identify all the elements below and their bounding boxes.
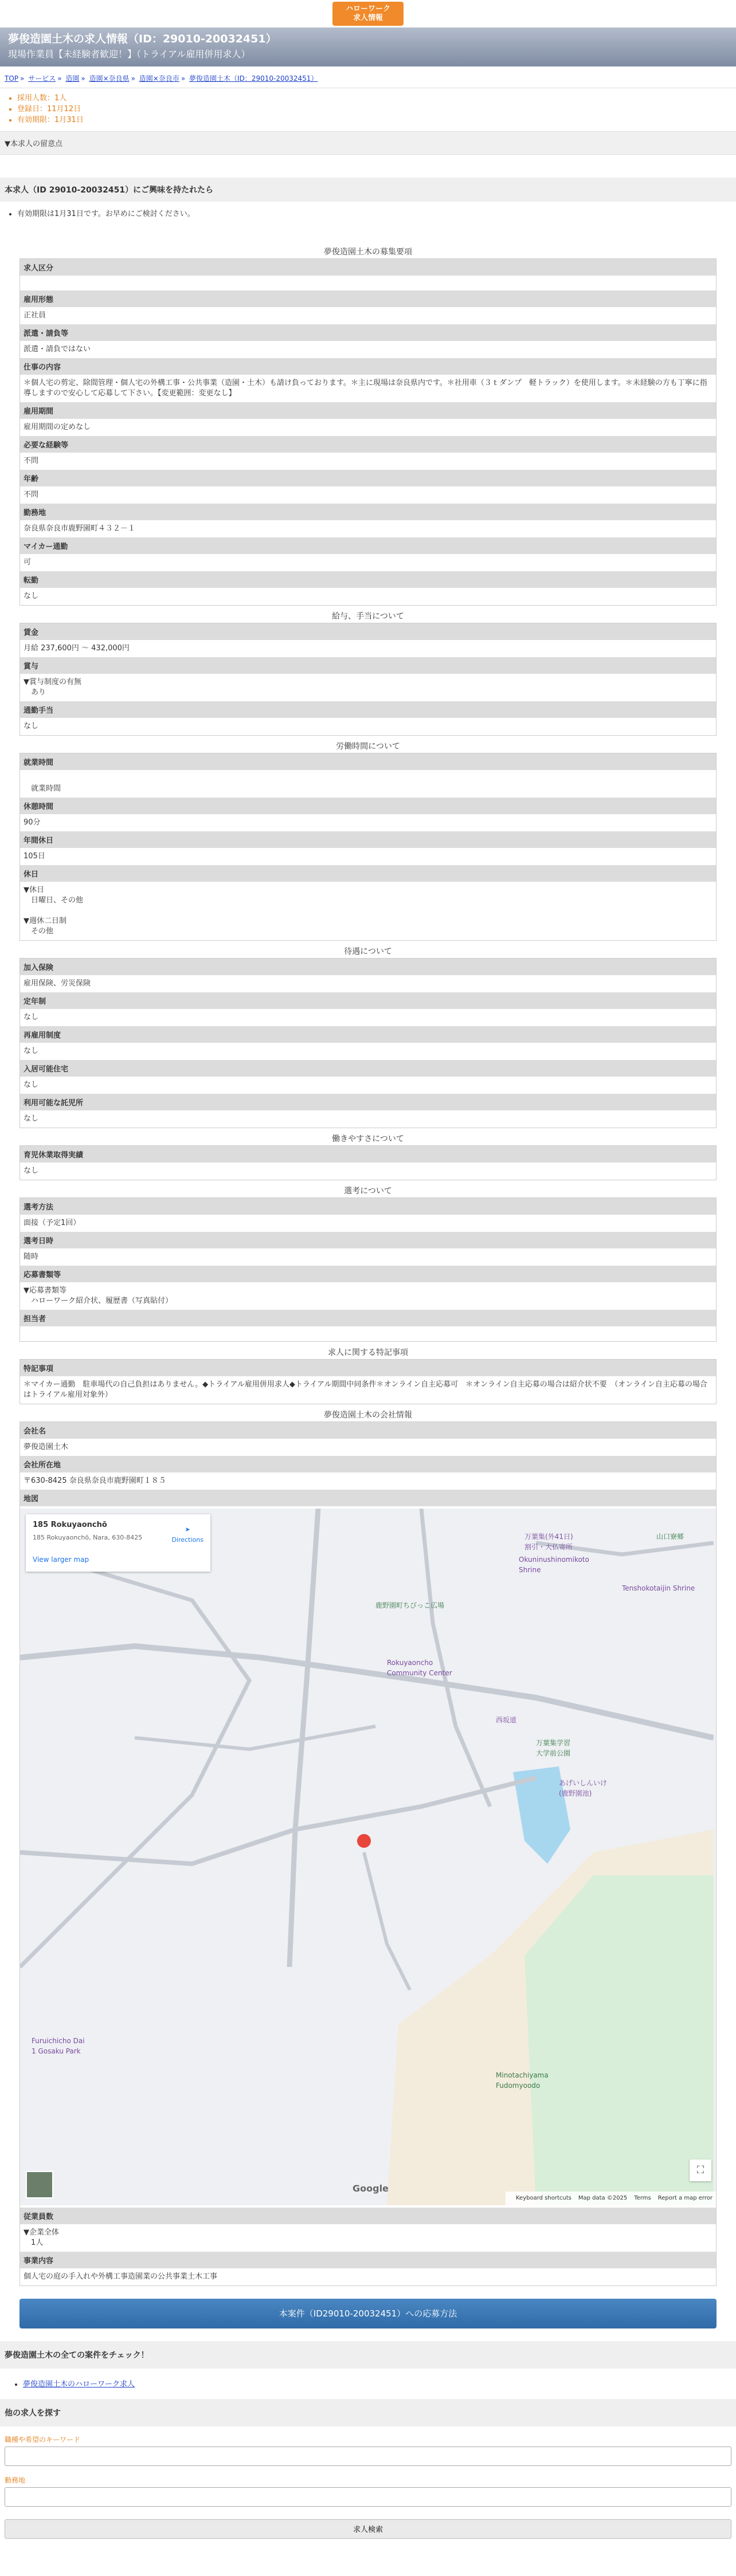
field-value: 90分 xyxy=(24,818,41,827)
field-value: ▼休日 日曜日、その他 ▼週休二日制 その他 xyxy=(24,886,84,936)
table-row xyxy=(20,554,717,571)
map-footer xyxy=(506,2192,716,2205)
table-row xyxy=(20,375,717,402)
info-table xyxy=(19,1421,717,2286)
table-row xyxy=(20,1506,717,2208)
field-value: 雇用期間の定めなし xyxy=(24,423,91,431)
field-value: 面接（予定1回） xyxy=(24,1219,81,1227)
table-row xyxy=(20,848,717,865)
interest-heading: 本求人（ID 29010-20032451）にご興味を持たれたら xyxy=(0,178,736,202)
directions-icon: ➤ xyxy=(185,1525,190,1533)
apply-button[interactable]: 本案件（ID29010-20032451）への応募方法 xyxy=(19,2299,717,2328)
section-title: 夢俊造園土木の会社情報 xyxy=(324,1410,412,1420)
field-label: 就業時間 xyxy=(20,753,717,771)
valid-note-list xyxy=(0,202,736,224)
info-table xyxy=(19,958,717,1128)
field-value: なし xyxy=(24,722,39,731)
table-row xyxy=(20,1146,717,1163)
section-title: 求人に関する特記事項 xyxy=(328,1348,408,1357)
logo-line1: ハローワーク xyxy=(345,5,390,14)
table-row xyxy=(20,1439,717,1456)
table-row xyxy=(20,358,717,375)
table-row xyxy=(20,1215,717,1232)
field-label: 通勤手当 xyxy=(20,701,717,718)
field-label: 必要な経験等 xyxy=(20,436,717,453)
table-row xyxy=(20,657,717,674)
keyword-input[interactable] xyxy=(5,2447,731,2466)
map-feature xyxy=(364,1852,410,1990)
map-place-label[interactable]: あげいしんいけ (鹿野園池) xyxy=(559,1778,608,1797)
table-row xyxy=(20,1094,717,1110)
search-form xyxy=(0,2426,736,2550)
job-details xyxy=(0,224,736,2286)
table-row xyxy=(20,453,717,470)
map-feature xyxy=(524,1875,714,2205)
table-row xyxy=(20,1232,717,1248)
field-label: 年間休日 xyxy=(20,831,717,848)
map-footer-link[interactable]: Terms xyxy=(634,2194,651,2201)
table-row xyxy=(20,504,717,520)
list-item xyxy=(23,2378,731,2389)
summary-registered: • 登録日：11月12日 xyxy=(17,104,731,115)
table-row xyxy=(20,831,717,848)
map-place-label[interactable]: 万葉集(外41日) 割引・大仏寄所 xyxy=(524,1532,573,1551)
hellowork-logo[interactable] xyxy=(332,2,404,26)
table-row xyxy=(20,588,717,606)
breadcrumb-nara-city[interactable]: 造園×奈良市 xyxy=(139,74,179,83)
table-row xyxy=(20,470,717,486)
fullscreen-icon[interactable]: ⛶ xyxy=(690,2159,711,2181)
field-label: 仕事の内容 xyxy=(20,358,717,375)
company-map[interactable] xyxy=(20,1509,716,2205)
table-row xyxy=(20,276,717,290)
table-row xyxy=(20,307,717,324)
map-feature xyxy=(135,1726,375,1749)
table-row xyxy=(20,341,717,358)
notes-toggle[interactable]: ▼本求人の留意点 xyxy=(0,131,736,155)
field-label: 休日 xyxy=(20,865,717,882)
table-row xyxy=(20,1376,717,1404)
area-input[interactable] xyxy=(5,2487,731,2507)
field-label: 派遣・請負等 xyxy=(20,324,717,341)
larger-map-link[interactable]: View larger map xyxy=(33,1555,89,1564)
table-row xyxy=(20,640,717,657)
map-canvas xyxy=(20,1509,714,2205)
field-label: 勤務地 xyxy=(20,504,717,520)
breadcrumb-current[interactable]: 夢俊造園土木（ID：29010-20032451） xyxy=(189,74,318,83)
field-label: 賃金 xyxy=(20,623,717,641)
map-place-label[interactable]: Rokuyaoncho Community Center xyxy=(387,1658,452,1677)
table-row xyxy=(20,1009,717,1026)
field-value: なし xyxy=(24,1013,39,1022)
table-row xyxy=(20,975,717,992)
breadcrumb: TOP » サービス » 造園 » 造園×奈良県 » 造園×奈良市 » 夢俊造園土木（ID：29010-20032451） xyxy=(0,66,736,88)
table-row xyxy=(20,537,717,554)
field-value xyxy=(20,1326,717,1341)
table-row xyxy=(20,1198,717,1215)
top-bar xyxy=(0,0,736,28)
field-value: 105日 xyxy=(24,852,45,861)
map-footer-link[interactable]: Map data ©2025 xyxy=(578,2194,628,2201)
map-place-label[interactable]: Okuninushinomikoto Shrine xyxy=(519,1555,589,1574)
table-row xyxy=(20,1043,717,1060)
field-value: なし xyxy=(24,1167,39,1175)
info-table xyxy=(19,1145,717,1180)
field-label: 利用可能な託児所 xyxy=(20,1094,717,1110)
table-row xyxy=(20,674,717,701)
summary-hires: • 採用人数：1人 xyxy=(17,93,731,104)
section-title: 夢俊造園土木の募集要項 xyxy=(324,248,412,257)
table-row xyxy=(20,1282,717,1310)
page-subtitle: 現場作業員【未経験者歓迎！】（トライアル雇用併用求人） xyxy=(8,49,250,60)
summary-expiry: • 有効期限：1月31日 xyxy=(17,115,731,125)
table-row xyxy=(20,324,717,341)
table-row xyxy=(20,1490,717,1506)
breadcrumb-services[interactable]: サービス xyxy=(28,74,56,83)
info-table xyxy=(19,623,717,736)
field-label: 転勤 xyxy=(20,571,717,588)
table-row xyxy=(20,959,717,976)
field-value: なし xyxy=(24,1081,39,1089)
field-value: なし xyxy=(24,592,39,600)
table-row xyxy=(20,718,717,736)
logo-line2: 求人情報 xyxy=(353,14,383,22)
table-row xyxy=(20,2208,717,2224)
field-label: 会社名 xyxy=(20,1421,717,1439)
field-label: 会社所在地 xyxy=(20,1456,717,1472)
section-title: 働きやすさについて xyxy=(332,1134,404,1144)
field-value: 個人宅の庭の手入れや外構工事造園業の公共事業土木工事 xyxy=(24,2272,218,2281)
field-label: 特記事項 xyxy=(20,1359,717,1376)
table-row xyxy=(20,865,717,882)
table-row xyxy=(20,1359,717,1376)
map-footer-link[interactable]: Report a map error xyxy=(657,2194,712,2201)
breadcrumb-landscaping[interactable]: 造園 xyxy=(65,74,80,83)
apply-area xyxy=(0,2286,736,2341)
map-feature xyxy=(20,1646,714,1738)
table-row xyxy=(20,798,717,814)
map-footer-link[interactable]: Keyboard shortcuts xyxy=(516,2194,571,2201)
field-label: 定年制 xyxy=(20,992,717,1009)
field-label: 応募書類等 xyxy=(20,1266,717,1282)
table-row xyxy=(20,1026,717,1043)
field-value: 可 xyxy=(24,558,32,567)
table-row xyxy=(20,753,717,771)
field-value: 派遣・請負ではない xyxy=(24,345,91,354)
section-title: 労働時間について xyxy=(336,742,400,751)
field-label: 求人区分 xyxy=(20,259,717,276)
field-value: 不問 xyxy=(24,490,39,499)
company-jobs-heading: 夢俊造園土木の全ての案件をチェック！ xyxy=(0,2341,736,2369)
page-title: 夢俊造園土木の求人情報（ID：29010-20032451） xyxy=(8,33,277,45)
table-row xyxy=(20,1326,717,1341)
table-row xyxy=(20,1110,717,1128)
section-title: 給与、手当について xyxy=(332,612,404,621)
table-row xyxy=(20,1077,717,1094)
field-value: 不問 xyxy=(24,457,39,465)
table-row xyxy=(20,701,717,718)
directions-label: Directions xyxy=(171,1536,203,1544)
area-label: 勤務地 xyxy=(5,2476,26,2484)
field-label: 加入保険 xyxy=(20,959,717,976)
search-heading: 他の求人を探す xyxy=(0,2399,736,2426)
table-row xyxy=(20,1472,717,1490)
map-place-label[interactable]: 山口寮郷 xyxy=(656,1532,684,1541)
table-row xyxy=(20,1266,717,1282)
table-row xyxy=(20,436,717,453)
field-label: 雇用形態 xyxy=(20,290,717,307)
field-label: 賞与 xyxy=(20,657,717,674)
location-pin-icon xyxy=(357,1834,371,1848)
search-button[interactable]: 求人検索 xyxy=(5,2519,731,2539)
table-row xyxy=(20,770,717,798)
map-feature xyxy=(20,1778,536,1864)
table-row xyxy=(20,1163,717,1180)
map-place-label[interactable]: 西坂道 xyxy=(496,1715,517,1724)
table-row xyxy=(20,402,717,419)
table-row xyxy=(20,992,717,1009)
field-label: 入居可能住宅 xyxy=(20,1060,717,1077)
map-place-label[interactable]: Tenshokotaijin Shrine xyxy=(622,1584,695,1592)
table-row xyxy=(20,2224,717,2252)
company-jobs-link[interactable]: 夢俊造園土木のハローワーク求人 xyxy=(23,2379,135,2389)
field-value: 奈良県奈良市鹿野園町４３２－１ xyxy=(24,524,136,533)
table-row xyxy=(20,1060,717,1077)
table-row xyxy=(20,419,717,436)
field-label: 担当者 xyxy=(20,1310,717,1326)
table-row xyxy=(20,2252,717,2268)
google-logo: Google xyxy=(353,2182,389,2194)
field-value: 雇用保険、労災保険 xyxy=(24,979,91,988)
field-value: なし xyxy=(24,1047,39,1055)
field-value: ▼応募書類等 ハローワーク紹介状、履歴書（写真貼付） xyxy=(24,1286,173,1305)
map-place-card xyxy=(26,1514,210,1572)
field-value xyxy=(20,1506,717,2208)
field-label: 年齢 xyxy=(20,470,717,486)
company-jobs-list xyxy=(0,2369,736,2399)
field-value: ＊個人宅の剪定、除間管理・個人宅の外構工事・公共事業（造園・土木）も請け負っております。＊主に現場は奈良県内です。＊社用車（３ｔダンプ 軽トラック）を使用します。＊未経験の方も丁寧に指導しますので安心して応募して下さい。【変更範囲：変更なし】 xyxy=(24,379,707,398)
field-value xyxy=(20,276,717,290)
field-value: なし xyxy=(24,1114,39,1123)
keyword-label: 職種や希望のキーワード xyxy=(5,2435,81,2444)
field-label: マイカー通勤 xyxy=(20,537,717,554)
section-title: 選考について xyxy=(344,1187,392,1196)
place-name: 185 Rokuyaonchō xyxy=(33,1520,107,1529)
map-place-label[interactable]: Minotachiyama Fudomyoodo xyxy=(496,2071,549,2090)
table-row xyxy=(20,1456,717,1472)
map-feature xyxy=(20,1566,249,1967)
satellite-toggle[interactable] xyxy=(26,2171,53,2198)
field-value: 正社員 xyxy=(24,311,46,320)
info-table xyxy=(19,1197,717,1342)
table-row xyxy=(20,520,717,537)
table-row xyxy=(20,1248,717,1266)
field-label: 地図 xyxy=(20,1490,717,1506)
title-bar xyxy=(0,28,736,66)
table-row xyxy=(20,1310,717,1326)
field-label: 選考日時 xyxy=(20,1232,717,1248)
directions-button[interactable] xyxy=(172,1525,203,1545)
breadcrumb-nara-pref[interactable]: 造園×奈良県 xyxy=(89,74,130,83)
map-place-label[interactable]: 万葉集学習 大学前公園 xyxy=(536,1738,571,1757)
info-table xyxy=(19,1359,717,1404)
table-row xyxy=(20,623,717,641)
table-row xyxy=(20,814,717,831)
table-row xyxy=(20,2268,717,2286)
field-label: 再雇用制度 xyxy=(20,1026,717,1043)
field-label: 育児休業取得実績 xyxy=(20,1146,717,1163)
field-value: 〒630-8425 奈良県奈良市鹿野園町１８５ xyxy=(24,1476,166,1485)
field-label: 従業員数 xyxy=(20,2208,717,2224)
breadcrumb-top[interactable]: TOP xyxy=(5,74,19,83)
info-table xyxy=(19,753,717,941)
section-title: 待遇について xyxy=(344,947,392,956)
table-row xyxy=(20,259,717,276)
field-value: 就業時間 xyxy=(31,784,61,793)
table-row xyxy=(20,290,717,307)
field-value: ▼賞与制度の有無 あり xyxy=(24,678,81,697)
map-place-label[interactable]: Furuichicho Dai 1 Gosaku Park xyxy=(32,2036,85,2055)
field-value: 夢俊造園土木 xyxy=(24,1442,69,1451)
field-value: ▼企業全体 1人 xyxy=(24,2228,59,2247)
table-row xyxy=(20,1421,717,1439)
place-address: 185 Rokuyaonchō, Nara, 630-8425 xyxy=(33,1533,143,1541)
map-place-label[interactable]: 鹿野園町ちびっこ広場 xyxy=(375,1601,445,1609)
field-label: 選考方法 xyxy=(20,1198,717,1215)
table-row xyxy=(20,571,717,588)
field-label: 事業内容 xyxy=(20,2252,717,2268)
field-label: 雇用期間 xyxy=(20,402,717,419)
field-value: 月給 237,600円 〜 432,000円 xyxy=(24,644,130,653)
field-value: 随時 xyxy=(24,1252,39,1261)
field-label: 休憩時間 xyxy=(20,798,717,814)
info-table xyxy=(19,258,717,606)
table-row xyxy=(20,882,717,941)
table-row xyxy=(20,486,717,504)
field-value: ＊マイカー通勤 駐車場代の自己負担はありません。◆トライアル雇用併用求人◆トライアル期間中同条件＊オンライン自主応募可 ＊オンライン自主応募の場合は紹介状不要 （オンライン自主応募の場合はトライアル雇用対象外） xyxy=(24,1380,707,1399)
job-summary xyxy=(0,88,736,131)
valid-note: • 有効期限は1月31日です。お早めにご検討ください。 xyxy=(17,207,731,218)
